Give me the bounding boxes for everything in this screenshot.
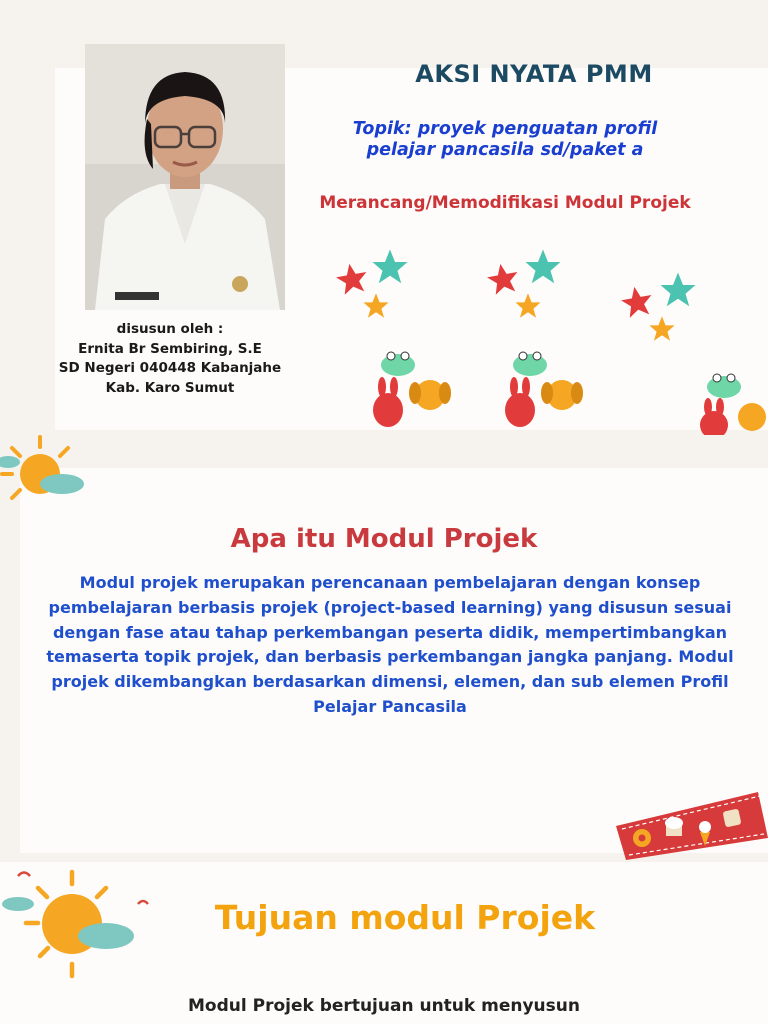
- author-block: [40, 320, 300, 398]
- page-title: AKSI NYATA PMM: [415, 60, 653, 88]
- topic-line-2: pelajar pancasila sd/paket a: [366, 140, 644, 160]
- section1-line: temaserta topik projek, dan berbasis perkembangan jangka panjang. Modul: [46, 647, 734, 667]
- section1-paragraph: [20, 571, 760, 720]
- food-ribbon-icon: [612, 780, 768, 860]
- section1-line: Pelajar Pancasila: [313, 696, 467, 716]
- section1-line: dengan fase atau tahap perkembangan peserta didik, mempertimbangkan: [52, 622, 728, 642]
- topic-line-1: Topik: proyek penguatan profil: [352, 119, 658, 139]
- author-photo: [85, 44, 285, 310]
- section1-line: Modul projek merupakan perencanaan pembelajaran dengan konsep: [79, 573, 701, 592]
- section1-line: pembelajaran berbasis projek (project-based learning) yang disusun sesuai: [48, 597, 732, 617]
- star-group-3-icon: [619, 273, 695, 341]
- author-school: SD Negeri 040448 Kabanjahe: [58, 360, 282, 377]
- section1-line: projek dikembangkan berdasarkan dimensi, elemen, dan sub elemen Profil: [51, 672, 729, 692]
- author-label: disusun oleh :: [116, 321, 224, 337]
- stars-animals-decoration: [320, 245, 768, 435]
- animals-group-2-icon: [505, 352, 583, 427]
- section2-line: Modul Projek bertujuan untuk menyusun: [188, 996, 580, 1016]
- topic-text: [300, 119, 710, 161]
- subtitle: Merancang/Memodifikasi Modul Projek: [319, 193, 691, 213]
- section2-heading: Tujuan modul Projek: [214, 898, 596, 937]
- section1-heading: Apa itu Modul Projek: [230, 524, 538, 554]
- sun-cloud-icon: [0, 432, 90, 512]
- star-group-1-icon: [334, 250, 407, 318]
- animals-group-3-icon: [700, 374, 766, 435]
- author-region: Kab. Karo Sumut: [105, 379, 235, 396]
- author-name: Ernita Br Sembiring, S.E: [78, 340, 262, 357]
- section2-paragraph: [0, 994, 768, 1020]
- star-group-2-icon: [485, 250, 560, 318]
- animals-group-1-icon: [373, 352, 451, 427]
